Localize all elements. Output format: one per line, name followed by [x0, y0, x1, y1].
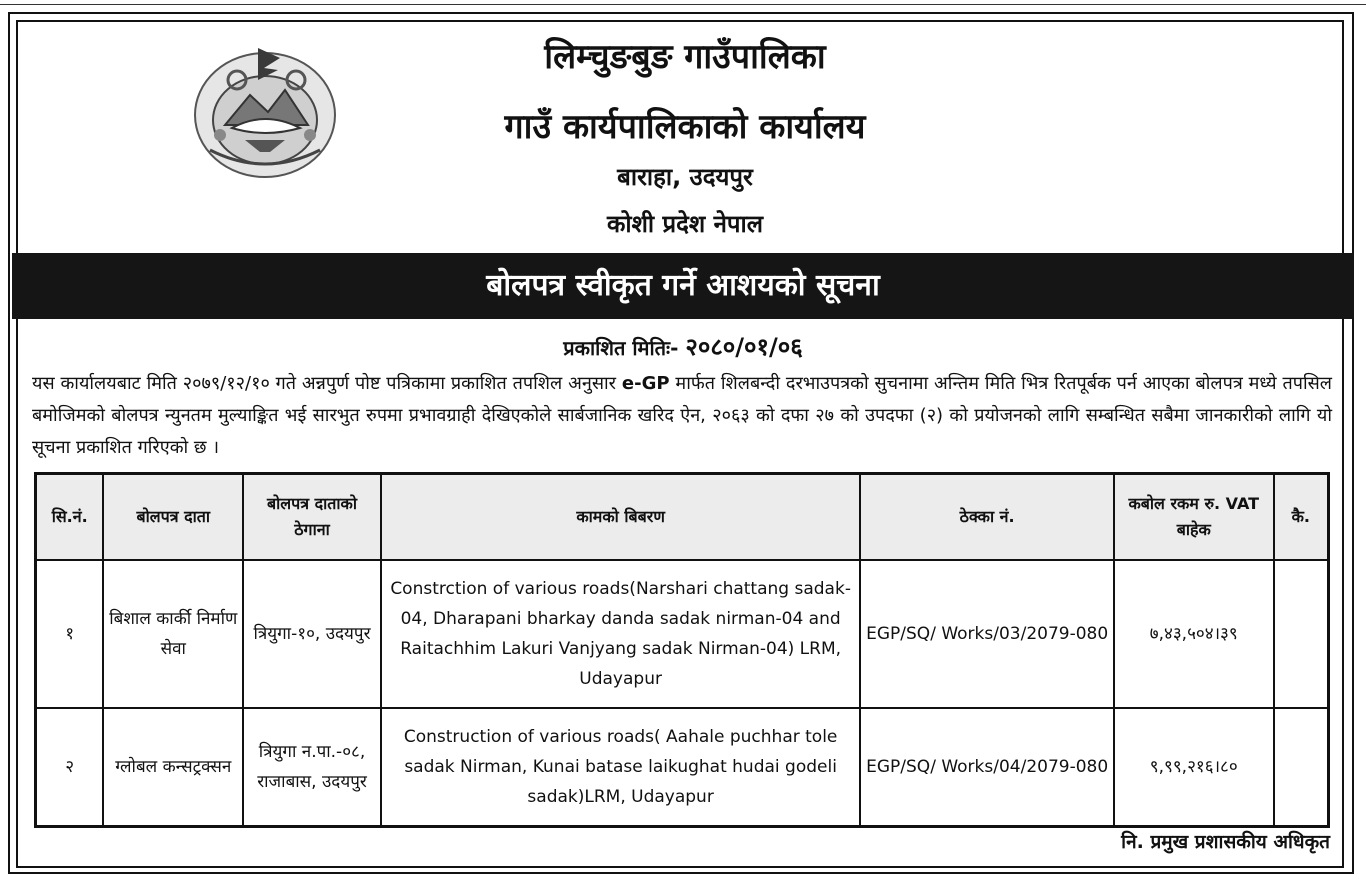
cell-work: Construction of various roads( Aahale puchhar tole sadak Nirman, Kunai batase laikughat hudai godeli sadak)LRM, Udayapur — [381, 708, 861, 827]
notice-text-before: यस कार्यालयबाट मिति २०७९/१२/१० गते अन्नपुर्ण पोष्ट पत्रिकामा प्रकाशित तपशिल अनुसार — [32, 373, 622, 394]
notice-title: बोलपत्र स्वीकृत गर्ने आशयको सूचना — [486, 268, 880, 303]
cell-address: त्रियुगा न.पा.-०८, राजाबास, उदयपुर — [243, 708, 381, 827]
cell-work: Constrction of various roads(Narshari chattang sadak-04, Dharapani bharkay danda sadak nirman-04 and Raitachhim Lakuri Vanjyang sadak Nirman-04) LRM, Udayapur — [381, 560, 861, 708]
top-rule — [0, 4, 1366, 5]
col-header-bidder: बोलपत्र दाता — [103, 474, 243, 561]
bid-table — [34, 472, 1330, 828]
col-header-work: कामको बिबरण — [381, 474, 861, 561]
cell-sn: १ — [36, 560, 104, 708]
notice-text-after: मार्फत शिलबन्दी दरभाउपत्रको सुचनामा अन्तिम मिति भित्र रितपूर्बक पर्न आएका बोलपत्र मध्ये तपसिल बमोजिमको बोलपत्र न्युनतम मुल्याङ्कित भई सारभुत रुपमा प्रभावग्राही देखिएकोले सार्बजानिक खरिद ऐन, २०६३ को दफा २७ को उपदफा (२) को प्रयोजनको लागि सम्बन्धित सबैमा जानकारीको लागि यो सूचना प्रकाशित गरिएको छ । — [32, 373, 1332, 458]
notice-egp-term: e-GP — [621, 373, 670, 394]
col-header-contract: ठेक्का नं. — [860, 474, 1114, 561]
cell-amount: ७,४३,५०४।३९ — [1114, 560, 1274, 708]
notice-title-banner — [12, 253, 1354, 319]
notice-paragraph — [32, 368, 1332, 464]
cell-contract: EGP/SQ/ Works/04/2079-080 — [860, 708, 1114, 827]
cell-contract: EGP/SQ/ Works/03/2079-080 — [860, 560, 1114, 708]
col-header-sn: सि.नं. — [36, 474, 104, 561]
table-row — [36, 560, 1329, 708]
table-row — [36, 708, 1329, 827]
province-country: कोशी प्रदेश नेपाल — [606, 210, 764, 238]
cell-remarks — [1274, 708, 1329, 827]
cell-address: त्रियुगा-१०, उदयपुर — [243, 560, 381, 708]
signature: नि. प्रमुख प्रशासकीय अधिकृत — [1121, 831, 1330, 853]
table-header-row — [36, 474, 1329, 561]
government-emblem-icon — [190, 40, 340, 180]
cell-bidder: ग्लोबल कन्सट्रक्सन — [103, 708, 243, 827]
col-header-amount: कबोल रकम रु. VAT बाहेक — [1114, 474, 1274, 561]
cell-bidder: बिशाल कार्की निर्माण सेवा — [103, 560, 243, 708]
office-name: गाउँ कार्यपालिकाको कार्यालय — [504, 107, 866, 147]
col-header-address: बोलपत्र दाताको ठेगाना — [243, 474, 381, 561]
col-header-remarks: कै. — [1274, 474, 1329, 561]
publication-date-label: प्रकाशित मितिः- — [563, 336, 679, 360]
cell-remarks — [1274, 560, 1329, 708]
cell-sn: २ — [36, 708, 104, 827]
office-address: बाराहा, उदयपुर — [617, 163, 753, 191]
cell-amount: ९,९९,२१६।८० — [1114, 708, 1274, 827]
publication-date-value: २०८०/०१/०६ — [685, 333, 803, 361]
publication-date-line — [0, 330, 1366, 363]
municipality-name: लिम्चुङबुङ गाउँपालिका — [544, 37, 826, 77]
